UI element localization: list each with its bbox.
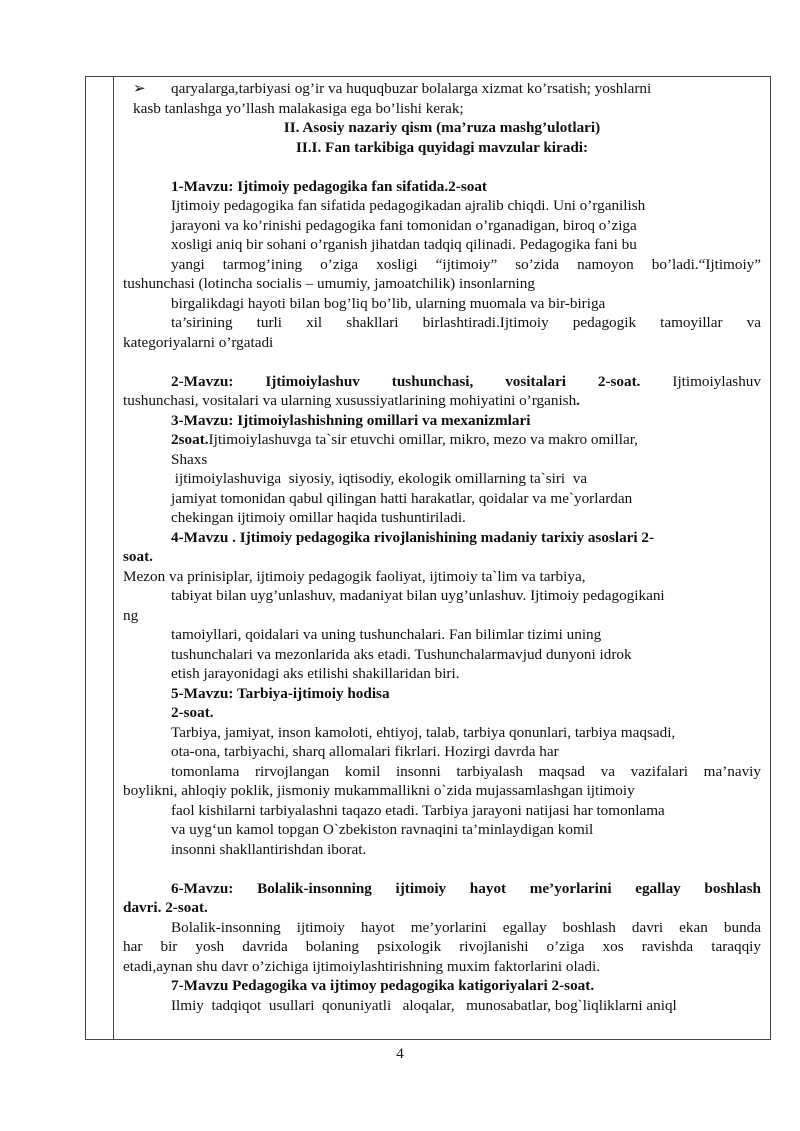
spacer xyxy=(123,859,761,879)
topic-2-tail: Ijtimoiylashuv xyxy=(672,372,761,390)
table-left-column-border xyxy=(113,76,114,1040)
topic-4-title-cont: soat. xyxy=(123,548,153,565)
section-heading: II. Asosiy nazariy qism (ma’ruza mashg’ulotlari) xyxy=(283,119,601,136)
topic-5-hours: 2-soat. xyxy=(171,704,214,721)
topic-5-line: va uyg‘un kamol topgan O`zbekiston ravnaqini ta’minlaydigan komil xyxy=(171,821,594,838)
topic-6-title-cont: davri. 2-soat. xyxy=(123,899,208,916)
bullet-text: qaryalarga,tarbiyasi og’ir va huquqbuzar bolalarga xizmat ko’rsatish; yoshlarni xyxy=(171,80,652,97)
topic-1-line: xosligi aniq bir sohani o’rganish jihatdan tadqiq qilinadi. Pedagogika fani bu xyxy=(171,236,637,253)
topic-1-line: yangi tarmog’ining o’ziga xosligi “ijtimoiy” so’zida namoyon bo’ladi.“Ijtimoiy” xyxy=(171,255,761,273)
arrow-bullet-icon: ➢ xyxy=(133,80,146,97)
topic-1-line: ta’sirining turli xil shakllari birlashtiradi.Ijtimoiy pedagogik tamoyillar va xyxy=(171,314,761,331)
topic-3-line xyxy=(123,430,761,450)
topic-4-line: etish jarayonidagi aks etilishi shakillaridan biri. xyxy=(171,665,460,682)
topic-1-line: kategoriyalarni o’rgatadi xyxy=(123,333,274,351)
bullet-text-cont: kasb tanlashga yo’llash malakasiga ega bo’lishi kerak; xyxy=(133,99,464,117)
topic-1-title: 1-Mavzu: Ijtimoiy pedagogika fan sifatida.2-soat xyxy=(171,177,487,195)
topic-5-line: tomonlama rirvojlangan komil insonni tarbiyalash maqsad va vazifalari ma’naviy xyxy=(171,762,761,780)
topic-6-line: har bir yosh davrida bolaning psixologik rivojlanishi o’ziga xos ravishda taraqqiy xyxy=(123,938,761,955)
topic-4-line: Mezon va prinisiplar, ijtimoiy pedagogik faoliyat, ijtimoiy ta`lim va tarbiya, xyxy=(123,567,586,585)
spacer xyxy=(123,352,761,372)
topic-7-line: Ilmiy tadqiqot usullari qonuniyatli aloqalar, munosabatlar, bog`liqliklarni aniql xyxy=(171,996,677,1014)
topic-1-line: tushunchasi (lotincha socialis – umumiy, jamoatchilik) insonlarning xyxy=(123,275,535,292)
topic-6-line: etadi,aynan shu davr o’zichiga ijtimoiylashtirishning muxim faktorlarini oladi. xyxy=(123,957,601,975)
subsection-heading: II.I. Fan tarkibiga quyidagi mavzular kiradi: xyxy=(295,138,589,156)
topic-1-line: Ijtimoiy pedagogika fan sifatida pedagogikadan ajralib chiqdi. Uni o’rganilish xyxy=(171,197,646,214)
topic-5-title: 5-Mavzu: Tarbiya-ijtimoiy hodisa xyxy=(171,684,390,702)
topic-3-line: Shaxs xyxy=(171,450,208,468)
topic-1-line: birgalikdagi hayoti bilan bog’liq bo’lib, ularning muomala va bir-biriga xyxy=(171,294,606,312)
topic-3-text: Ijtimoiylashuvga ta`sir etuvchi omillar, mikro, mezo va makro omillar, xyxy=(208,431,638,448)
topic-4-line: tabiyat bilan uyg’unlashuv, madaniyat bilan uyg’unlashuv. Ijtimoiy pedagogikani xyxy=(171,587,665,604)
topic-3-line: jamiyat tomonidan qabul qilingan hatti harakatlar, qoidalar va me`yorlardan xyxy=(171,489,633,507)
bullet-line xyxy=(123,79,761,99)
topic-3-title: 3-Mavzu: Ijtimoiylashishning omillari va mexanizmlari xyxy=(171,411,531,429)
topic-5-line: faol kishilarni tarbiyalashni taqazo etadi. Tarbiya jarayoni natijasi har tomonlama xyxy=(171,801,665,819)
topic-7-title: 7-Mavzu Pedagogika va ijtimoy pedagogika katigoriyalari 2-soat. xyxy=(171,977,595,994)
topic-6-line: Bolalik-insonning ijtimoiy hayot me’yorlarini egallay boshlash davri ekan bunda xyxy=(171,918,761,936)
topic-3-line: ijtimoiylashuviga siyosiy, iqtisodiy, ekologik omillarning ta`siri va xyxy=(171,470,588,487)
topic-2-title: 2-Mavzu: Ijtimoiylashuv tushunchasi, vositalari 2-soat. xyxy=(171,372,641,390)
spacer xyxy=(123,157,761,177)
topic-4-line: tushunchalari va mezonlarida aks etadi. Tushunchalarmavjud dunyoni idrok xyxy=(171,645,632,663)
topic-6-title: 6-Mavzu: Bolalik-insonning ijtimoiy hayot me’yorlarini egallay boshlash xyxy=(171,879,761,897)
topic-2-line xyxy=(123,391,761,411)
topic-4-title: 4-Mavzu . Ijtimoiy pedagogika rivojlanishining madaniy tarixiy asoslari 2- xyxy=(171,528,655,546)
topic-5-line: ota-ona, tarbiyachi, sharq allomalari fikrlari. Hozirgi davrda har xyxy=(171,743,559,760)
topic-5-line: Tarbiya, jamiyat, inson kamoloti, ehtiyoj, talab, tarbiya qonunlari, tarbiya maqsadi, xyxy=(171,723,676,741)
topic-4-line: ng xyxy=(123,606,139,624)
topic-3-line: chekingan ijtimoiy omillar haqida tushuntiriladi. xyxy=(171,509,466,526)
topic-4-line: tamoiyllari, qoidalari va uning tushunchalari. Fan bilimlar tizimi uning xyxy=(171,626,602,643)
page-content xyxy=(123,79,761,1015)
topic-5-line: insonni shakllantirishdan iborat. xyxy=(171,840,367,858)
topic-2-text: tushunchasi, vositalari va ularning xusussiyatlarining mohiyatini o’rganish xyxy=(123,392,577,409)
topic-1-line: jarayoni va ko’rinishi pedagogika fani tomonidan o’rganadigan, biroq o’ziga xyxy=(171,216,637,234)
page-number: 4 xyxy=(396,1046,404,1062)
topic-2-title-line xyxy=(123,372,761,392)
topic-3-hours: 2soat. xyxy=(171,431,209,448)
topic-2-period: . xyxy=(576,392,580,409)
topic-5-line: boylikni, ahloqiy poklik, jismoniy mukammallikni o`zida mujassamlashgan ijtimoiy xyxy=(123,782,635,799)
